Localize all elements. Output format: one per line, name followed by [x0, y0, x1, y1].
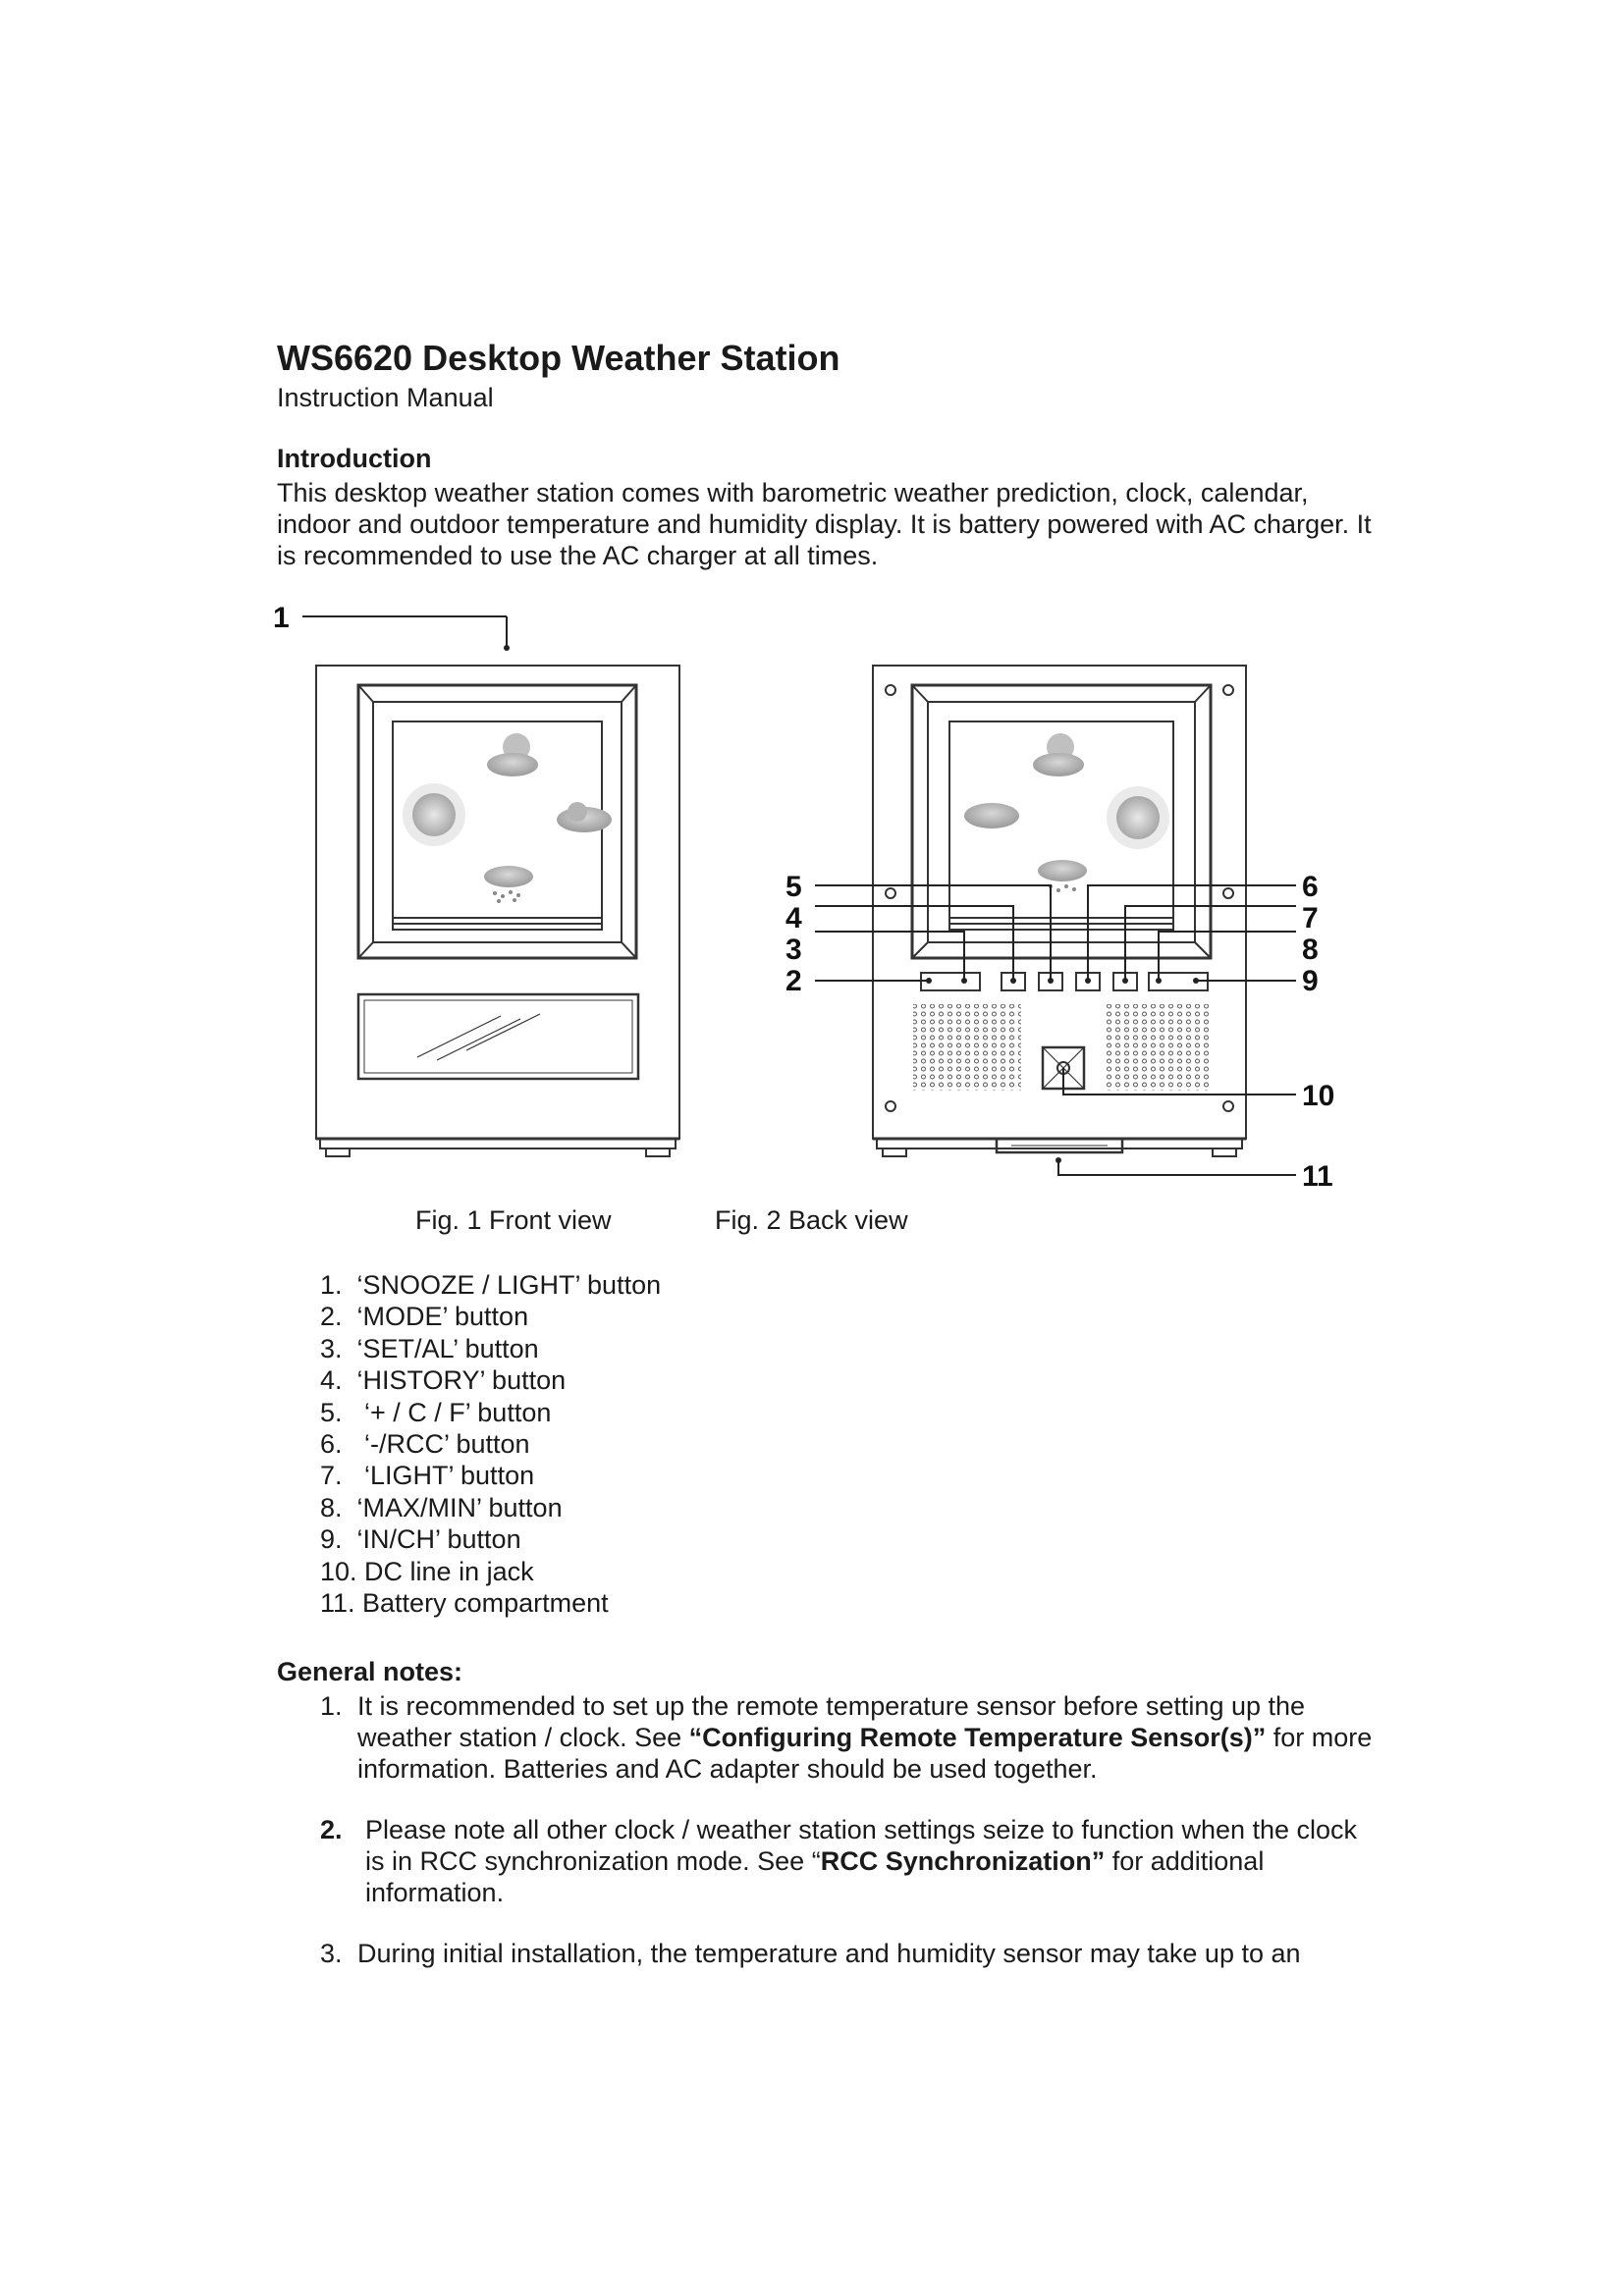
list-item: 1. ‘SNOOZE / LIGHT’ button [320, 1270, 662, 1300]
callout-1: 1 [273, 602, 290, 634]
list-item: 6. ‘-/RCC’ button [320, 1429, 530, 1460]
note-text: for more information. Batteries and AC adapter should be used together. [357, 1723, 1373, 1784]
general-notes-heading: General notes: [277, 1657, 463, 1686]
note-text: It is recommended to set up the remote temperature sensor before setting up the weather station / clock. See [357, 1691, 1306, 1752]
page-title: WS6620 Desktop Weather Station [277, 338, 840, 378]
list-item: 5. ‘+ / C / F’ button [320, 1397, 552, 1427]
callout-3: 3 [785, 934, 802, 966]
callout-11: 11 [1302, 1160, 1333, 1193]
introduction-paragraph: This desktop weather station comes with barometric weather prediction, clock, calendar, indoor and outdoor temperature and humidity display. It is battery powered with AC charger. It is recommended to use the AC charger at all times. [277, 478, 1372, 570]
note-text: During initial installation, the temperature and humidity sensor may take up to an [357, 1939, 1301, 1968]
list-item: 11. Battery compartment [320, 1588, 609, 1619]
callout-9: 9 [1302, 965, 1319, 997]
general-note-2 [320, 1814, 1380, 1908]
callout-4: 4 [785, 902, 802, 934]
note-text: for additional information. [365, 1846, 1265, 1907]
cloud-icon [964, 803, 1019, 828]
list-item: 10. DC line in jack [320, 1556, 534, 1586]
list-item: 2. ‘MODE’ button [320, 1302, 529, 1332]
sun-icon [1107, 786, 1169, 849]
list-item: 4. ‘HISTORY’ button [320, 1365, 567, 1396]
page-subtitle: Instruction Manual [277, 383, 494, 412]
list-item: 9. ‘IN/CH’ button [320, 1524, 521, 1555]
note-text: Please note all other clock / weather station settings seize to function when the clock is in RCC synchronization mode. See “ [365, 1815, 1358, 1876]
list-item: 3. ‘SET/AL’ button [320, 1333, 539, 1363]
note-number: 3. [320, 1939, 343, 1968]
note-number: 2. [320, 1815, 343, 1844]
front-view-figure [316, 666, 679, 1156]
note-number: 1. [320, 1691, 343, 1721]
parts-list [320, 1269, 661, 1619]
sun-icon [403, 783, 465, 846]
callout-8: 8 [1302, 934, 1319, 966]
list-item: 8. ‘MAX/MIN’ button [320, 1492, 563, 1522]
introduction-heading: Introduction [277, 444, 432, 473]
list-item: 7. ‘LIGHT’ button [320, 1461, 535, 1491]
note-emphasis: RCC Synchronization” [820, 1846, 1106, 1876]
general-note-3 [320, 1938, 1380, 1969]
callout-2: 2 [785, 965, 802, 997]
device-figures [265, 594, 1375, 1212]
note-emphasis: “Configuring Remote Temperature Sensor(s)” [688, 1723, 1267, 1752]
figure-2-caption: Fig. 2 Back view [715, 1205, 908, 1235]
callout-10: 10 [1302, 1080, 1335, 1112]
general-note-1 [320, 1690, 1380, 1785]
callout-6: 6 [1302, 871, 1319, 903]
callout-5: 5 [785, 871, 802, 903]
figure-1-caption: Fig. 1 Front view [415, 1205, 612, 1235]
callout-7: 7 [1302, 902, 1319, 934]
